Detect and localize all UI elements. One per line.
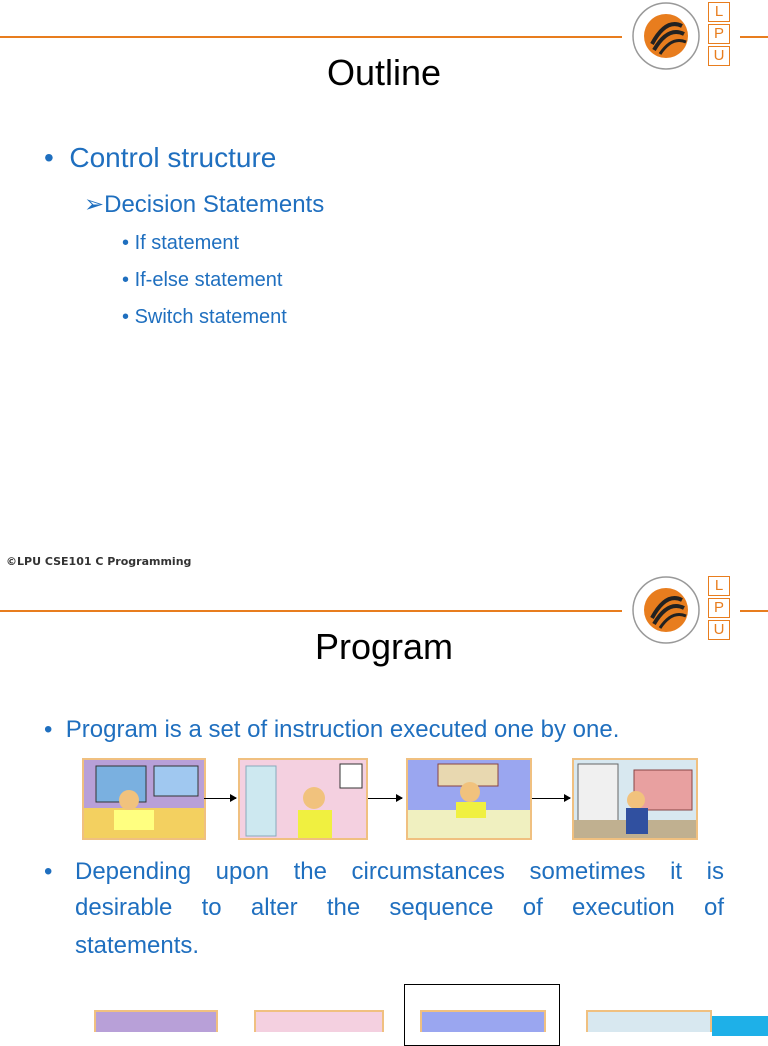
footer-copyright: ©LPU CSE101 C Programming (6, 555, 192, 568)
item-text: Switch statement (134, 306, 287, 328)
picture-brushing (254, 1010, 384, 1032)
bullet-line: desirable to alter the sequence of execution of (75, 894, 724, 921)
item-switch (122, 306, 287, 329)
logo-letter: P (708, 24, 730, 44)
arrow-bullet-icon: ➢ (84, 191, 105, 218)
picture-brushing (238, 758, 368, 840)
bullet-text: Program is a set of instruction executed one by one. (65, 716, 620, 743)
picture-breakfast (420, 1010, 546, 1032)
logo-letter: L (708, 576, 730, 596)
picture-waking-up (82, 758, 206, 840)
picture-breakfast (406, 758, 532, 840)
item-text: If statement (134, 232, 240, 254)
bullet-line: statements. (75, 932, 200, 959)
bullet-line: Depending upon the circumstances sometimes it is (75, 858, 724, 885)
picture-going-to-school (572, 758, 698, 840)
bullet-circumstances (44, 858, 724, 960)
bullet-program-definition (44, 716, 619, 744)
bullet-text: Control structure (69, 142, 277, 173)
bullet-dot-icon: • (122, 232, 135, 254)
logo-letter: P (708, 598, 730, 618)
bullet-dot-icon: • (44, 858, 53, 885)
slide-title: Outline (326, 52, 442, 93)
bullet-dot-icon: • (122, 306, 135, 328)
slide-title: Program (314, 626, 454, 667)
bullet-dot-icon: • (122, 269, 135, 291)
sequence-arrow (368, 798, 402, 799)
highlight-bar (712, 1016, 768, 1036)
item-if (122, 232, 239, 255)
item-text: If-else statement (134, 269, 283, 291)
slide-program (0, 570, 768, 1024)
bullet-dot-icon: • (44, 142, 70, 173)
sequence-arrow (532, 798, 570, 799)
picture-going-to-school (586, 1010, 712, 1032)
sequence-arrow (204, 798, 236, 799)
header-rule-left (0, 36, 622, 38)
sub-bullet-decision (84, 190, 324, 219)
header-rule-left (0, 610, 622, 612)
logo-letter: L (708, 2, 730, 22)
bullet-dot-icon: • (44, 716, 66, 743)
header-rule-right (740, 610, 768, 612)
picture-waking-up (94, 1010, 218, 1032)
logo-letter: U (708, 46, 730, 66)
header-rule-right (740, 36, 768, 38)
sub-bullet-text: Decision Statements (104, 191, 325, 218)
item-if-else (122, 269, 282, 292)
bullet-control-structure (44, 142, 276, 174)
logo-letter: U (708, 620, 730, 640)
